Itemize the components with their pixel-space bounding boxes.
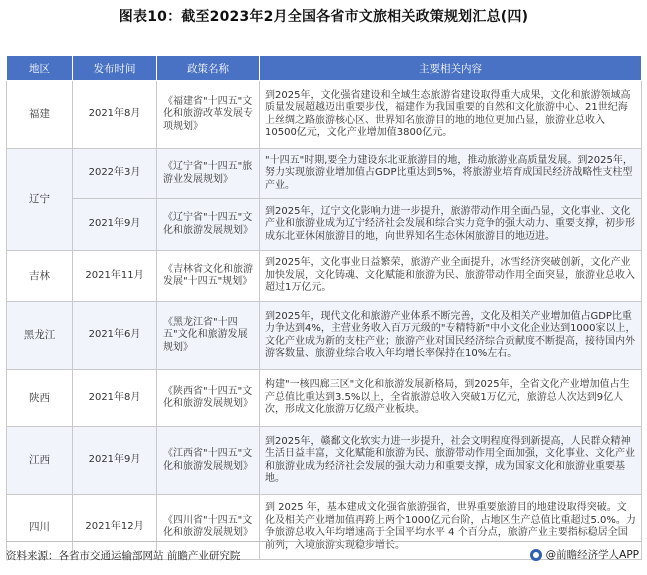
table-header-row (7, 56, 642, 81)
table-row (7, 81, 642, 149)
policy-cell: 《辽宁省"十四五"旅游业发展规划》 (157, 149, 260, 199)
column-header-policy: 政策名称 (157, 56, 260, 81)
content-cell: 到2025年，现代文化和旅游产业体系不断完善，文化及相关产业增加值占GDP比重力争达到4%，主营业务收入百万元级的"专精特新"中小文化企业达到1000家以上，文化产业成为新的支柱产业；旅游产业对国民经济综合贡献度不断提高，接待国内外游客数量、旅游业综合收入年均增长率保持在10%左右。 (260, 302, 642, 370)
brand-label: @前瞻经济学人APP (545, 549, 639, 561)
policy-cell: 《吉林省文化和旅游发展"十四五"规划》 (157, 251, 260, 302)
column-header-content: 主要相关内容 (260, 56, 642, 81)
date-cell: 2021年6月 (73, 302, 157, 370)
content-cell: 到2025年，文化强省建设和全域生态旅游省建设取得重大成果，文化和旅游领域高质量发展超越迈出重要步伐，福建作为我国重要的自然和文化旅游中心、21世纪海上丝绸之路旅游核心区、世界知名旅游目的地的地位更加凸显，旅游业总收入10500亿元，文化产业增加值3800亿元。 (260, 81, 642, 149)
content-cell: 到2025年，赣鄱文化软实力进一步提升，社会文明程度得到新提高，人民群众精神生活日益丰富，文化赋能和旅游为民、旅游带动作用全面加强，文化事业、文化产业和旅游业成为经济社会发展的强大动力和重要支撑，成为国家文化和旅游业重要基地。 (260, 427, 642, 495)
date-cell: 2021年9月 (73, 427, 157, 495)
date-cell: 2022年3月 (73, 149, 157, 199)
region-cell: 四川 (7, 495, 73, 560)
brand-credit (530, 547, 639, 562)
content-cell: 到2025年，文化事业日益繁荣，旅游产业全面提升，冰雪经济突破创新，文化产业加快发展，文化铸魂、文化赋能和旅游为民、旅游带动作用全面突显，旅游业总收入超过1万亿元。 (260, 251, 642, 302)
policy-cell: 《福建省"十四五"文化和旅游改革发展专项规划》 (157, 81, 260, 149)
region-cell: 福建 (7, 81, 73, 149)
table-row (7, 427, 642, 495)
table-row (7, 370, 642, 427)
table-row (7, 251, 642, 302)
policy-cell: 《四川省"十四五"文化和旅游发展规划》 (157, 495, 260, 560)
policy-cell: 《辽宁省"十四五"文化和旅游发展规划》 (157, 199, 260, 251)
policy-cell: 《陕西省"十四五"文化和旅游发展规划》 (157, 370, 260, 427)
chart-title: 图表10：截至2023年2月全国各省市文旅相关政策规划汇总(四) (118, 9, 529, 25)
policy-table (6, 55, 642, 560)
region-cell: 江西 (7, 427, 73, 495)
region-cell: 陕西 (7, 370, 73, 427)
date-cell: 2021年8月 (73, 370, 157, 427)
table-row (7, 302, 642, 370)
column-header-date: 发布时间 (73, 56, 157, 81)
policy-cell: 《黑龙江省"十四五"文化和旅游发展规划》 (157, 302, 260, 370)
table-row (7, 199, 642, 251)
region-cell: 吉林 (7, 251, 73, 302)
date-cell: 2021年8月 (73, 81, 157, 149)
qianzhan-logo-icon (530, 549, 542, 561)
policy-cell: 《江西省"十四五"文化和旅游发展规划》 (157, 427, 260, 495)
region-cell: 辽宁 (7, 149, 73, 251)
date-cell: 2021年12月 (73, 495, 157, 560)
content-cell: 构建"一核四廊三区"文化和旅游发展新格局，到2025年，全省文化产业增加值占生产总值比重达到3.5%以上，全省旅游总收入突破1万亿元，旅游总人次达到9亿人次，形成文化旅游万亿级产业板块。 (260, 370, 642, 427)
table-row (7, 149, 642, 199)
content-cell: 到2025年，辽宁文化影响力进一步提升，旅游带动作用全面凸显，文化事业、文化产业和旅游业成为辽宁经济社会发展和综合实力竞争的强大动力、重要支撑，初步形成东北亚休闲旅游目的地，向世界知名生态休闲旅游目的地迈进。 (260, 199, 642, 251)
content-cell: "十四五"时期,要全力建设东北亚旅游目的地，推动旅游业高质量发展。到2025年，努力实现旅游业增加值占GDP比重达到5%，将旅游业培育成国民经济战略性支柱型产业。 (260, 149, 642, 199)
source-note: 资料来源：各省市交通运输部网站 前瞻产业研究院 (6, 550, 241, 562)
column-header-region: 地区 (7, 56, 73, 81)
region-cell: 黑龙江 (7, 302, 73, 370)
footer-divider (6, 541, 641, 542)
date-cell: 2021年11月 (73, 251, 157, 302)
date-cell: 2021年9月 (73, 199, 157, 251)
content-cell: 到 2025 年，基本建成文化强省旅游强省，世界重要旅游目的地建设取得突破。文化及相关产业增加值再跨上两个1000亿元台阶，占地区生产总值比重超过5.0%。力争旅游总收入年均增速高于全国平均水平 4 个百分点，旅游产业主要指标稳居全国前列，入境旅游实现稳步增长。 (260, 495, 642, 560)
